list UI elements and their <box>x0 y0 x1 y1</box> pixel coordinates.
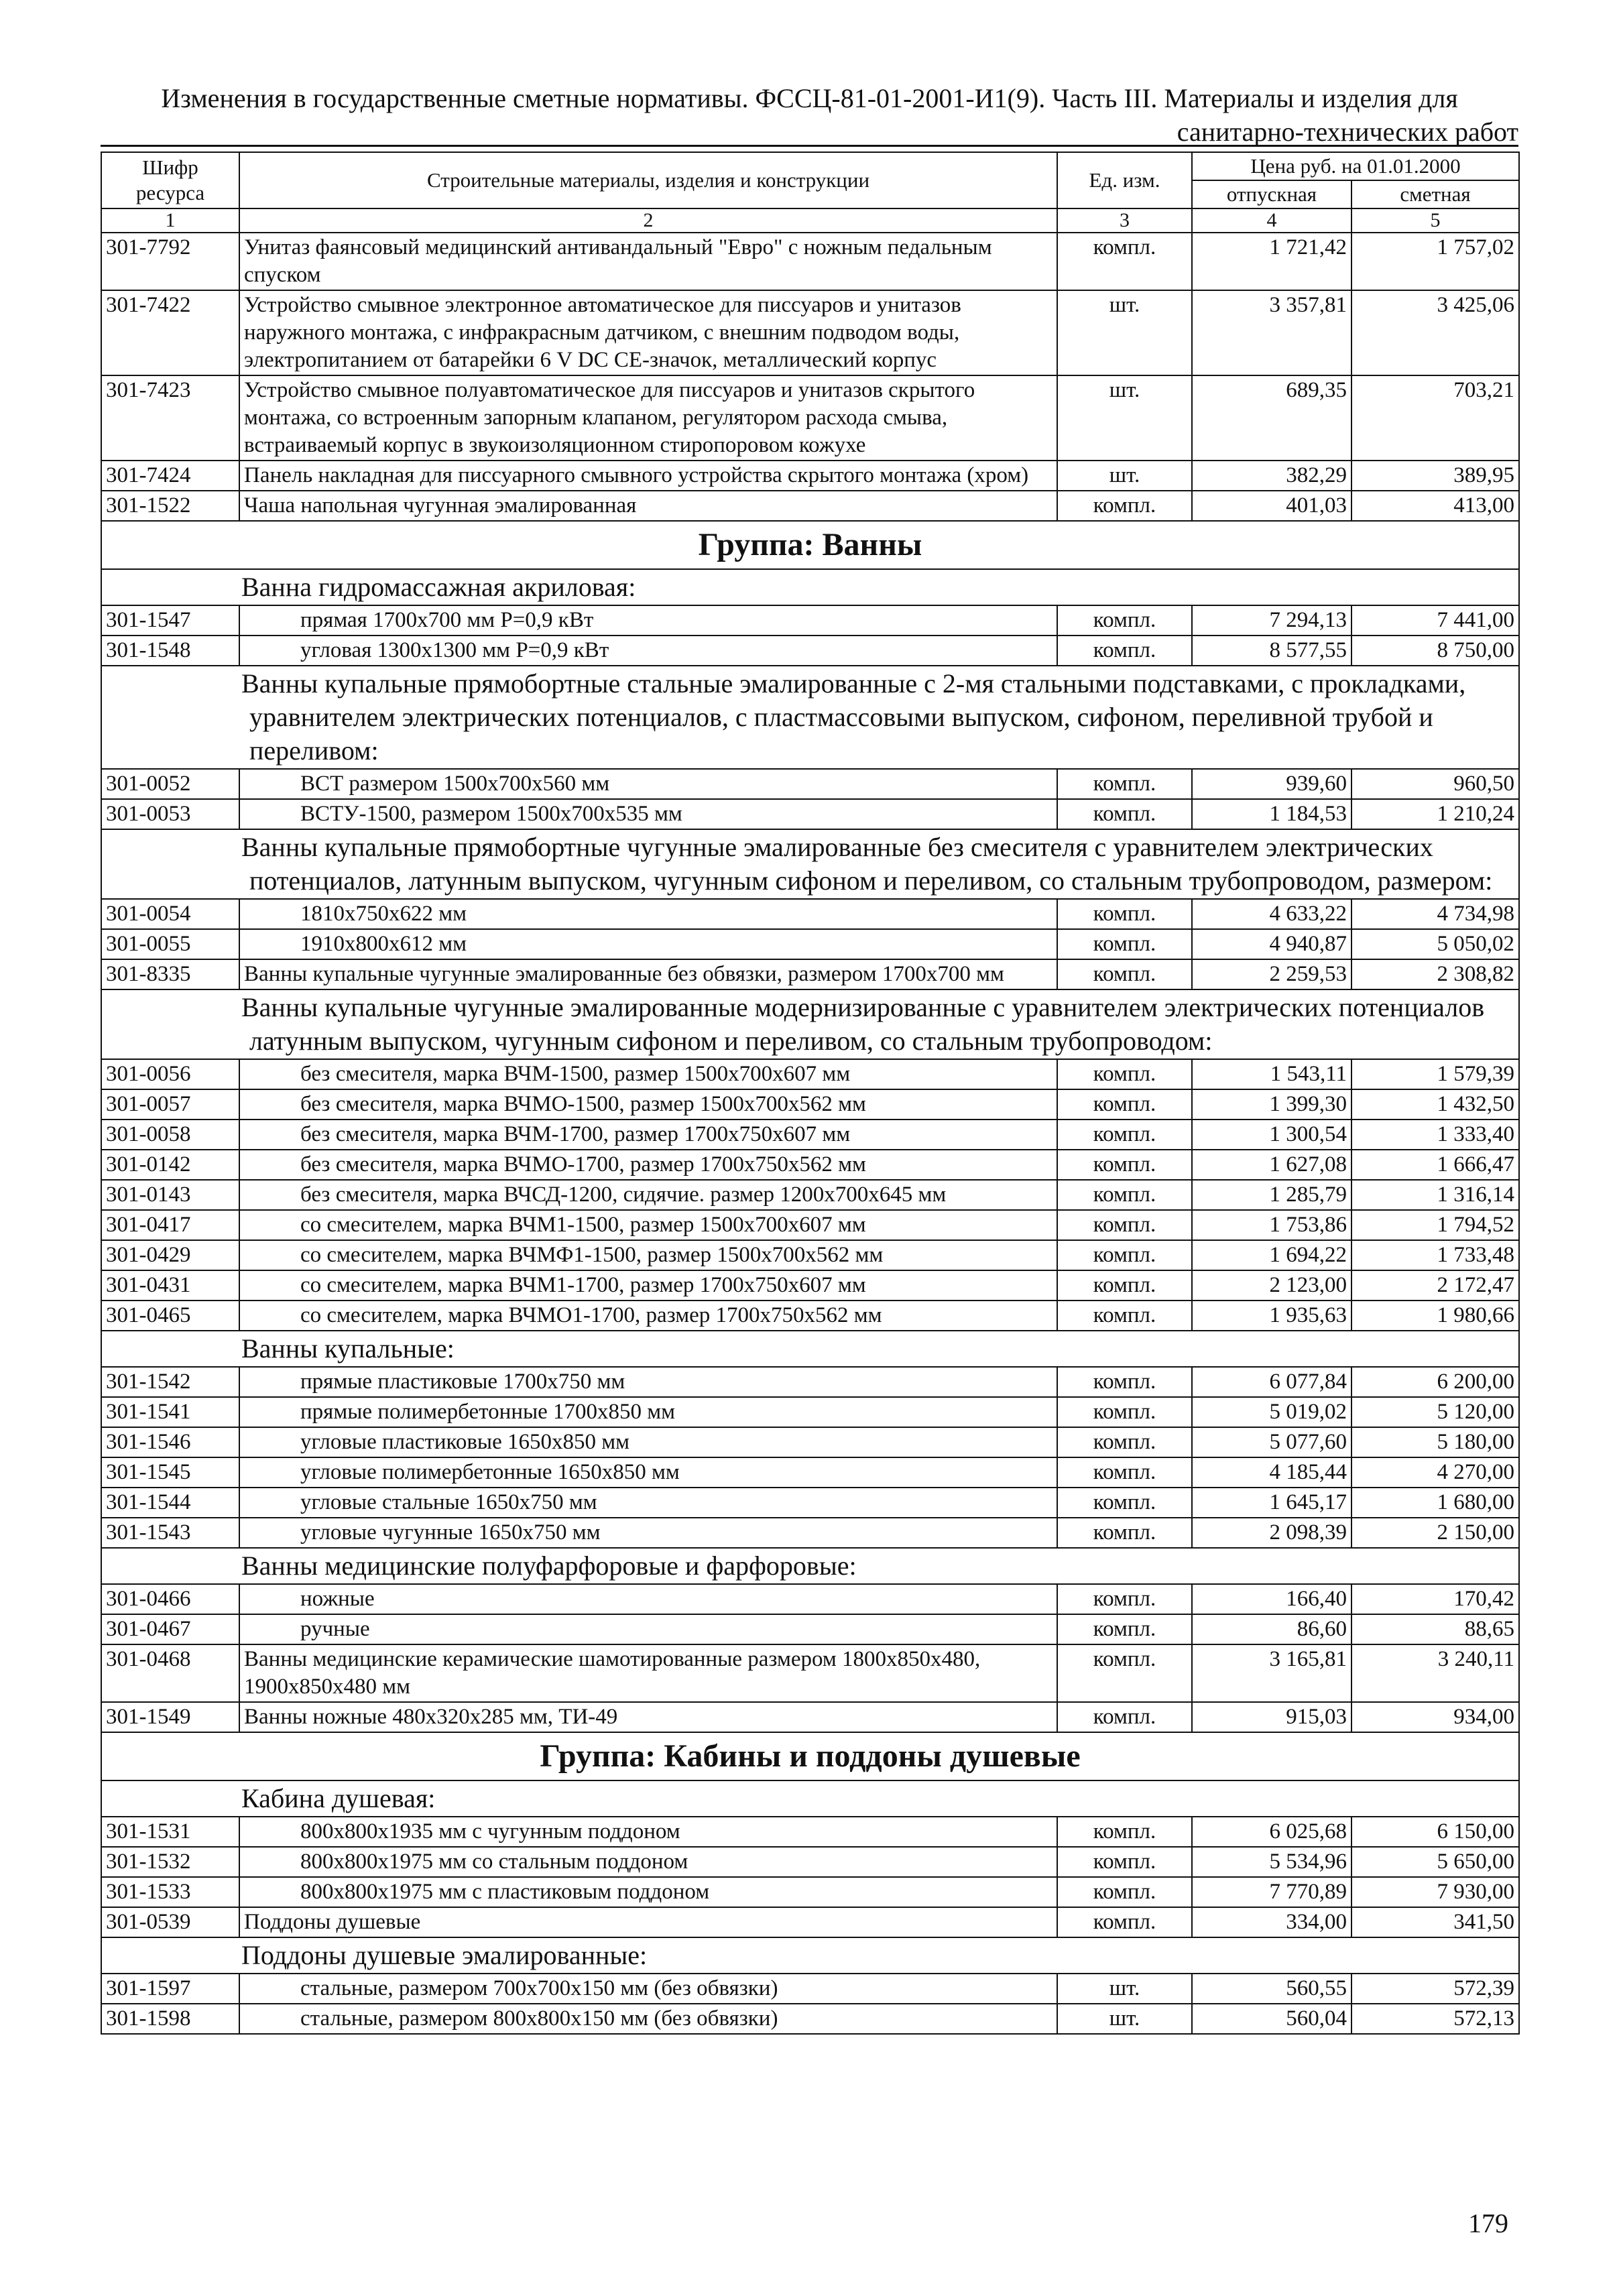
estimate-price: 4 734,98 <box>1351 899 1519 929</box>
section-heading-row <box>101 1780 1519 1817</box>
column-index: 1 <box>101 208 239 233</box>
estimate-price: 5 050,02 <box>1351 929 1519 959</box>
resource-code: 301-1546 <box>101 1427 239 1457</box>
release-price: 401,03 <box>1192 491 1351 521</box>
resource-code: 301-1597 <box>101 1974 239 2004</box>
table-row <box>101 1089 1519 1120</box>
section-heading-row <box>101 829 1519 899</box>
group-heading: Группа: Ванны <box>101 521 1519 569</box>
resource-code: 301-1547 <box>101 605 239 636</box>
unit-of-measure: компл. <box>1057 1120 1192 1150</box>
group-heading: Группа: Кабины и поддоны душевые <box>101 1732 1519 1780</box>
material-name: ножные <box>239 1584 1057 1614</box>
unit-of-measure: компл. <box>1057 1270 1192 1301</box>
material-name: угловые чугунные 1650х750 мм <box>239 1518 1057 1548</box>
material-name: Ванны купальные чугунные эмалированные без обвязки, размером 1700х700 мм <box>239 959 1057 989</box>
release-price: 689,35 <box>1192 375 1351 461</box>
estimate-price: 1 980,66 <box>1351 1301 1519 1331</box>
unit-of-measure: компл. <box>1057 605 1192 636</box>
resource-code: 301-1542 <box>101 1367 239 1397</box>
col-header-release: отпускная <box>1192 180 1351 208</box>
header-line-2: санитарно-технических работ <box>1177 117 1518 147</box>
estimate-price: 1 333,40 <box>1351 1120 1519 1150</box>
release-price: 915,03 <box>1192 1702 1351 1732</box>
release-price: 560,55 <box>1192 1974 1351 2004</box>
material-name: прямая 1700х700 мм Р=0,9 кВт <box>239 605 1057 636</box>
unit-of-measure: компл. <box>1057 1817 1192 1847</box>
estimate-price: 6 200,00 <box>1351 1367 1519 1397</box>
resource-code: 301-0431 <box>101 1270 239 1301</box>
table-row <box>101 1702 1519 1732</box>
unit-of-measure: компл. <box>1057 1089 1192 1120</box>
resource-code: 301-0429 <box>101 1240 239 1270</box>
estimate-price: 7 441,00 <box>1351 605 1519 636</box>
release-price: 560,04 <box>1192 2004 1351 2034</box>
release-price: 7 770,89 <box>1192 1877 1351 1907</box>
resource-code: 301-0057 <box>101 1089 239 1120</box>
document-header <box>101 82 1518 149</box>
table-row <box>101 1488 1519 1518</box>
release-price: 1 627,08 <box>1192 1150 1351 1180</box>
table-row <box>101 1817 1519 1847</box>
material-name: ВСТУ-1500, размером 1500х700х535 мм <box>239 799 1057 829</box>
estimate-price: 5 120,00 <box>1351 1397 1519 1427</box>
material-name: Чаша напольная чугунная эмалированная <box>239 491 1057 521</box>
release-price: 1 285,79 <box>1192 1180 1351 1210</box>
material-name: угловая 1300х1300 мм Р=0,9 кВт <box>239 636 1057 666</box>
estimate-price: 88,65 <box>1351 1614 1519 1644</box>
release-price: 6 077,84 <box>1192 1367 1351 1397</box>
estimate-price: 572,39 <box>1351 1974 1519 2004</box>
unit-of-measure: компл. <box>1057 1427 1192 1457</box>
resource-code: 301-7792 <box>101 233 239 290</box>
unit-of-measure: шт. <box>1057 375 1192 461</box>
resource-code: 301-0143 <box>101 1180 239 1210</box>
material-name: 1810х750х622 мм <box>239 899 1057 929</box>
table-row <box>101 1457 1519 1488</box>
material-name: стальные, размером 700х700х150 мм (без обвязки) <box>239 1974 1057 2004</box>
table-row <box>101 375 1519 461</box>
material-name: угловые стальные 1650х750 мм <box>239 1488 1057 1518</box>
resource-code: 301-1522 <box>101 491 239 521</box>
resource-code: 301-1543 <box>101 1518 239 1548</box>
resource-code: 301-1531 <box>101 1817 239 1847</box>
price-table-body <box>101 152 1519 2034</box>
unit-of-measure: компл. <box>1057 1907 1192 1937</box>
section-heading-row <box>101 569 1519 605</box>
resource-code: 301-0055 <box>101 929 239 959</box>
column-index: 2 <box>239 208 1057 233</box>
section-heading-row <box>101 1548 1519 1584</box>
unit-of-measure: компл. <box>1057 1614 1192 1644</box>
resource-code: 301-1533 <box>101 1877 239 1907</box>
estimate-price: 1 316,14 <box>1351 1180 1519 1210</box>
unit-of-measure: шт. <box>1057 1974 1192 2004</box>
section-heading: Ванны купальные прямобортные стальные эмалированные с 2-мя стальными подставками, с прокладками, уравнителем электрических потенциалов, с пластмассовыми выпуском, сифоном, переливной трубой и переливом: <box>101 666 1519 769</box>
resource-code: 301-0467 <box>101 1614 239 1644</box>
group-heading-row <box>101 1732 1519 1780</box>
table-row <box>101 1270 1519 1301</box>
material-name: прямые пластиковые 1700х750 мм <box>239 1367 1057 1397</box>
material-name: без смесителя, марка ВЧМ-1500, размер 1500х700х607 мм <box>239 1059 1057 1089</box>
estimate-price: 5 650,00 <box>1351 1847 1519 1877</box>
release-price: 3 357,81 <box>1192 290 1351 375</box>
column-index-row <box>101 208 1519 233</box>
estimate-price: 1 733,48 <box>1351 1240 1519 1270</box>
resource-code: 301-1541 <box>101 1397 239 1427</box>
material-name: стальные, размером 800х800х150 мм (без обвязки) <box>239 2004 1057 2034</box>
release-price: 1 184,53 <box>1192 799 1351 829</box>
release-price: 3 165,81 <box>1192 1644 1351 1702</box>
material-name: Устройство смывное электронное автоматическое для писсуаров и унитазов наружного монтажа, с инфракрасным датчиком, с внешним подводом воды, электропитанием от батарейки 6 V DC СЕ-значок, металлический корпус <box>239 290 1057 375</box>
unit-of-measure: компл. <box>1057 1059 1192 1089</box>
material-name: со смесителем, марка ВЧМ1-1700, размер 1700х750х607 мм <box>239 1270 1057 1301</box>
table-row <box>101 1180 1519 1210</box>
estimate-price: 4 270,00 <box>1351 1457 1519 1488</box>
release-price: 8 577,55 <box>1192 636 1351 666</box>
resource-code: 301-1544 <box>101 1488 239 1518</box>
unit-of-measure: компл. <box>1057 1877 1192 1907</box>
section-heading-row <box>101 1331 1519 1367</box>
table-row <box>101 1367 1519 1397</box>
estimate-price: 960,50 <box>1351 769 1519 799</box>
estimate-price: 3 240,11 <box>1351 1644 1519 1702</box>
section-heading: Ванна гидромассажная акриловая: <box>101 569 1519 605</box>
unit-of-measure: компл. <box>1057 799 1192 829</box>
resource-code: 301-0056 <box>101 1059 239 1089</box>
material-name: Поддоны душевые <box>239 1907 1057 1937</box>
header-line-1: Изменения в государственные сметные нормативы. ФССЦ-81-01-2001-И1(9). Часть III. Материалы и изделия для <box>161 83 1458 113</box>
unit-of-measure: компл. <box>1057 1584 1192 1614</box>
table-row <box>101 1240 1519 1270</box>
release-price: 4 940,87 <box>1192 929 1351 959</box>
unit-of-measure: компл. <box>1057 1301 1192 1331</box>
table-row <box>101 491 1519 521</box>
table-row <box>101 1584 1519 1614</box>
estimate-price: 2 172,47 <box>1351 1270 1519 1301</box>
estimate-price: 2 150,00 <box>1351 1518 1519 1548</box>
estimate-price: 1 210,24 <box>1351 799 1519 829</box>
estimate-price: 572,13 <box>1351 2004 1519 2034</box>
resource-code: 301-8335 <box>101 959 239 989</box>
table-row <box>101 1644 1519 1702</box>
resource-code: 301-1532 <box>101 1847 239 1877</box>
resource-code: 301-1598 <box>101 2004 239 2034</box>
col-header-unit: Ед. изм. <box>1057 152 1192 208</box>
unit-of-measure: компл. <box>1057 1457 1192 1488</box>
material-name: без смесителя, марка ВЧМО-1500, размер 1500х700х562 мм <box>239 1089 1057 1120</box>
release-price: 5 534,96 <box>1192 1847 1351 1877</box>
section-heading-row <box>101 1937 1519 1974</box>
release-price: 1 753,86 <box>1192 1210 1351 1240</box>
table-row <box>101 1120 1519 1150</box>
material-name: без смесителя, марка ВЧМО-1700, размер 1700х750х562 мм <box>239 1150 1057 1180</box>
unit-of-measure: компл. <box>1057 769 1192 799</box>
estimate-price: 1 794,52 <box>1351 1210 1519 1240</box>
estimate-price: 1 666,47 <box>1351 1150 1519 1180</box>
release-price: 1 543,11 <box>1192 1059 1351 1089</box>
table-header-row <box>101 152 1519 180</box>
price-table <box>101 152 1520 2035</box>
unit-of-measure: компл. <box>1057 1518 1192 1548</box>
unit-of-measure: компл. <box>1057 929 1192 959</box>
release-price: 6 025,68 <box>1192 1817 1351 1847</box>
unit-of-measure: компл. <box>1057 1367 1192 1397</box>
material-name: со смесителем, марка ВЧМО1-1700, размер 1700х750х562 мм <box>239 1301 1057 1331</box>
unit-of-measure: компл. <box>1057 1488 1192 1518</box>
unit-of-measure: компл. <box>1057 1397 1192 1427</box>
unit-of-measure: компл. <box>1057 1644 1192 1702</box>
table-row <box>101 959 1519 989</box>
estimate-price: 170,42 <box>1351 1584 1519 1614</box>
unit-of-measure: шт. <box>1057 2004 1192 2034</box>
column-index: 4 <box>1192 208 1351 233</box>
table-row <box>101 1974 1519 2004</box>
group-heading-row <box>101 521 1519 569</box>
column-index: 5 <box>1351 208 1519 233</box>
resource-code: 301-0417 <box>101 1210 239 1240</box>
material-name: Ванны медицинские керамические шамотированные размером 1800х850х480, 1900х850х480 мм <box>239 1644 1057 1702</box>
table-row <box>101 605 1519 636</box>
resource-code: 301-0466 <box>101 1584 239 1614</box>
table-row <box>101 1150 1519 1180</box>
resource-code: 301-7423 <box>101 375 239 461</box>
unit-of-measure: компл. <box>1057 233 1192 290</box>
unit-of-measure: шт. <box>1057 290 1192 375</box>
table-row <box>101 1877 1519 1907</box>
estimate-price: 703,21 <box>1351 375 1519 461</box>
estimate-price: 341,50 <box>1351 1907 1519 1937</box>
section-heading: Ванны купальные чугунные эмалированные модернизированные с уравнителем электрических потенциалов латунным выпуском, чугунным сифоном и переливом, со стальным трубопроводом: <box>101 989 1519 1059</box>
unit-of-measure: компл. <box>1057 636 1192 666</box>
section-heading: Ванны медицинские полуфарфоровые и фарфоровые: <box>101 1548 1519 1584</box>
resource-code: 301-0052 <box>101 769 239 799</box>
release-price: 2 259,53 <box>1192 959 1351 989</box>
resource-code: 301-0468 <box>101 1644 239 1702</box>
release-price: 334,00 <box>1192 1907 1351 1937</box>
estimate-price: 1 432,50 <box>1351 1089 1519 1120</box>
table-row <box>101 1397 1519 1427</box>
estimate-price: 8 750,00 <box>1351 636 1519 666</box>
material-name: Устройство смывное полуавтоматическое для писсуаров и унитазов скрытого монтажа, со встроенным запорным клапаном, регулятором расхода смыва, встраиваемый корпус в звукоизоляционном стиропоровом кожухе <box>239 375 1057 461</box>
release-price: 4 185,44 <box>1192 1457 1351 1488</box>
table-row <box>101 1614 1519 1644</box>
resource-code: 301-1545 <box>101 1457 239 1488</box>
section-heading: Кабина душевая: <box>101 1780 1519 1817</box>
release-price: 1 935,63 <box>1192 1301 1351 1331</box>
estimate-price: 3 425,06 <box>1351 290 1519 375</box>
section-heading: Поддоны душевые эмалированные: <box>101 1937 1519 1974</box>
column-index: 3 <box>1057 208 1192 233</box>
table-row <box>101 1907 1519 1937</box>
material-name: 800х800х1975 мм со стальным поддоном <box>239 1847 1057 1877</box>
release-price: 7 294,13 <box>1192 605 1351 636</box>
material-name: угловые полимербетонные 1650х850 мм <box>239 1457 1057 1488</box>
material-name: без смесителя, марка ВЧСД-1200, сидячие. размер 1200х700х645 мм <box>239 1180 1057 1210</box>
material-name: прямые полимербетонные 1700х850 мм <box>239 1397 1057 1427</box>
release-price: 4 633,22 <box>1192 899 1351 929</box>
material-name: Панель накладная для писсуарного смывного устройства скрытого монтажа (хром) <box>239 461 1057 491</box>
col-header-code: Шифр ресурса <box>101 152 239 208</box>
material-name: ВСТ размером 1500х700х560 мм <box>239 769 1057 799</box>
estimate-price: 1 757,02 <box>1351 233 1519 290</box>
table-row <box>101 1210 1519 1240</box>
resource-code: 301-0053 <box>101 799 239 829</box>
release-price: 1 645,17 <box>1192 1488 1351 1518</box>
estimate-price: 1 680,00 <box>1351 1488 1519 1518</box>
release-price: 86,60 <box>1192 1614 1351 1644</box>
resource-code: 301-1549 <box>101 1702 239 1732</box>
release-price: 939,60 <box>1192 769 1351 799</box>
unit-of-measure: компл. <box>1057 1180 1192 1210</box>
material-name: 1910х800х612 мм <box>239 929 1057 959</box>
table-row <box>101 1059 1519 1089</box>
table-row <box>101 899 1519 929</box>
section-heading-row <box>101 666 1519 769</box>
material-name: 800х800х1935 мм с чугунным поддоном <box>239 1817 1057 1847</box>
resource-code: 301-0539 <box>101 1907 239 1937</box>
table-row <box>101 461 1519 491</box>
release-price: 1 399,30 <box>1192 1089 1351 1120</box>
release-price: 5 077,60 <box>1192 1427 1351 1457</box>
table-row <box>101 769 1519 799</box>
resource-code: 301-0142 <box>101 1150 239 1180</box>
section-heading-row <box>101 989 1519 1059</box>
resource-code: 301-0054 <box>101 899 239 929</box>
table-row <box>101 929 1519 959</box>
material-name: ручные <box>239 1614 1057 1644</box>
estimate-price: 389,95 <box>1351 461 1519 491</box>
unit-of-measure: компл. <box>1057 1702 1192 1732</box>
resource-code: 301-0058 <box>101 1120 239 1150</box>
release-price: 2 123,00 <box>1192 1270 1351 1301</box>
resource-code: 301-7424 <box>101 461 239 491</box>
unit-of-measure: компл. <box>1057 1847 1192 1877</box>
material-name: со смесителем, марка ВЧМФ1-1500, размер 1500х700х562 мм <box>239 1240 1057 1270</box>
resource-code: 301-1548 <box>101 636 239 666</box>
col-header-price: Цена руб. на 01.01.2000 <box>1192 152 1519 180</box>
unit-of-measure: компл. <box>1057 491 1192 521</box>
estimate-price: 7 930,00 <box>1351 1877 1519 1907</box>
material-name: Унитаз фаянсовый медицинский антивандальный "Евро" с ножным педальным спуском <box>239 233 1057 290</box>
section-heading: Ванны купальные: <box>101 1331 1519 1367</box>
material-name: со смесителем, марка ВЧМ1-1500, размер 1500х700х607 мм <box>239 1210 1057 1240</box>
estimate-price: 413,00 <box>1351 491 1519 521</box>
release-price: 1 721,42 <box>1192 233 1351 290</box>
col-header-name: Строительные материалы, изделия и конструкции <box>239 152 1057 208</box>
page-number: 179 <box>1468 2208 1508 2238</box>
release-price: 166,40 <box>1192 1584 1351 1614</box>
material-name: без смесителя, марка ВЧМ-1700, размер 1700х750х607 мм <box>239 1120 1057 1150</box>
resource-code: 301-0465 <box>101 1301 239 1331</box>
header-rule <box>101 145 1518 147</box>
table-row <box>101 290 1519 375</box>
table-row <box>101 1518 1519 1548</box>
material-name: 800х800х1975 мм с пластиковым поддоном <box>239 1877 1057 1907</box>
unit-of-measure: компл. <box>1057 1240 1192 1270</box>
estimate-price: 6 150,00 <box>1351 1817 1519 1847</box>
unit-of-measure: компл. <box>1057 1150 1192 1180</box>
estimate-price: 1 579,39 <box>1351 1059 1519 1089</box>
col-header-estimate: сметная <box>1351 180 1519 208</box>
material-name: Ванны ножные 480х320х285 мм, ТИ-49 <box>239 1702 1057 1732</box>
table-row <box>101 1301 1519 1331</box>
table-row <box>101 2004 1519 2034</box>
table-row <box>101 1427 1519 1457</box>
table-row <box>101 636 1519 666</box>
release-price: 382,29 <box>1192 461 1351 491</box>
release-price: 1 694,22 <box>1192 1240 1351 1270</box>
release-price: 5 019,02 <box>1192 1397 1351 1427</box>
unit-of-measure: шт. <box>1057 461 1192 491</box>
table-row <box>101 233 1519 290</box>
release-price: 1 300,54 <box>1192 1120 1351 1150</box>
unit-of-measure: компл. <box>1057 959 1192 989</box>
unit-of-measure: компл. <box>1057 899 1192 929</box>
resource-code: 301-7422 <box>101 290 239 375</box>
table-row <box>101 1847 1519 1877</box>
release-price: 2 098,39 <box>1192 1518 1351 1548</box>
estimate-price: 5 180,00 <box>1351 1427 1519 1457</box>
estimate-price: 2 308,82 <box>1351 959 1519 989</box>
estimate-price: 934,00 <box>1351 1702 1519 1732</box>
section-heading: Ванны купальные прямобортные чугунные эмалированные без смесителя с уравнителем электрических потенциалов, латунным выпуском, чугунным сифоном и переливом, со стальным трубопроводом, размером: <box>101 829 1519 899</box>
unit-of-measure: компл. <box>1057 1210 1192 1240</box>
material-name: угловые пластиковые 1650х850 мм <box>239 1427 1057 1457</box>
table-row <box>101 799 1519 829</box>
